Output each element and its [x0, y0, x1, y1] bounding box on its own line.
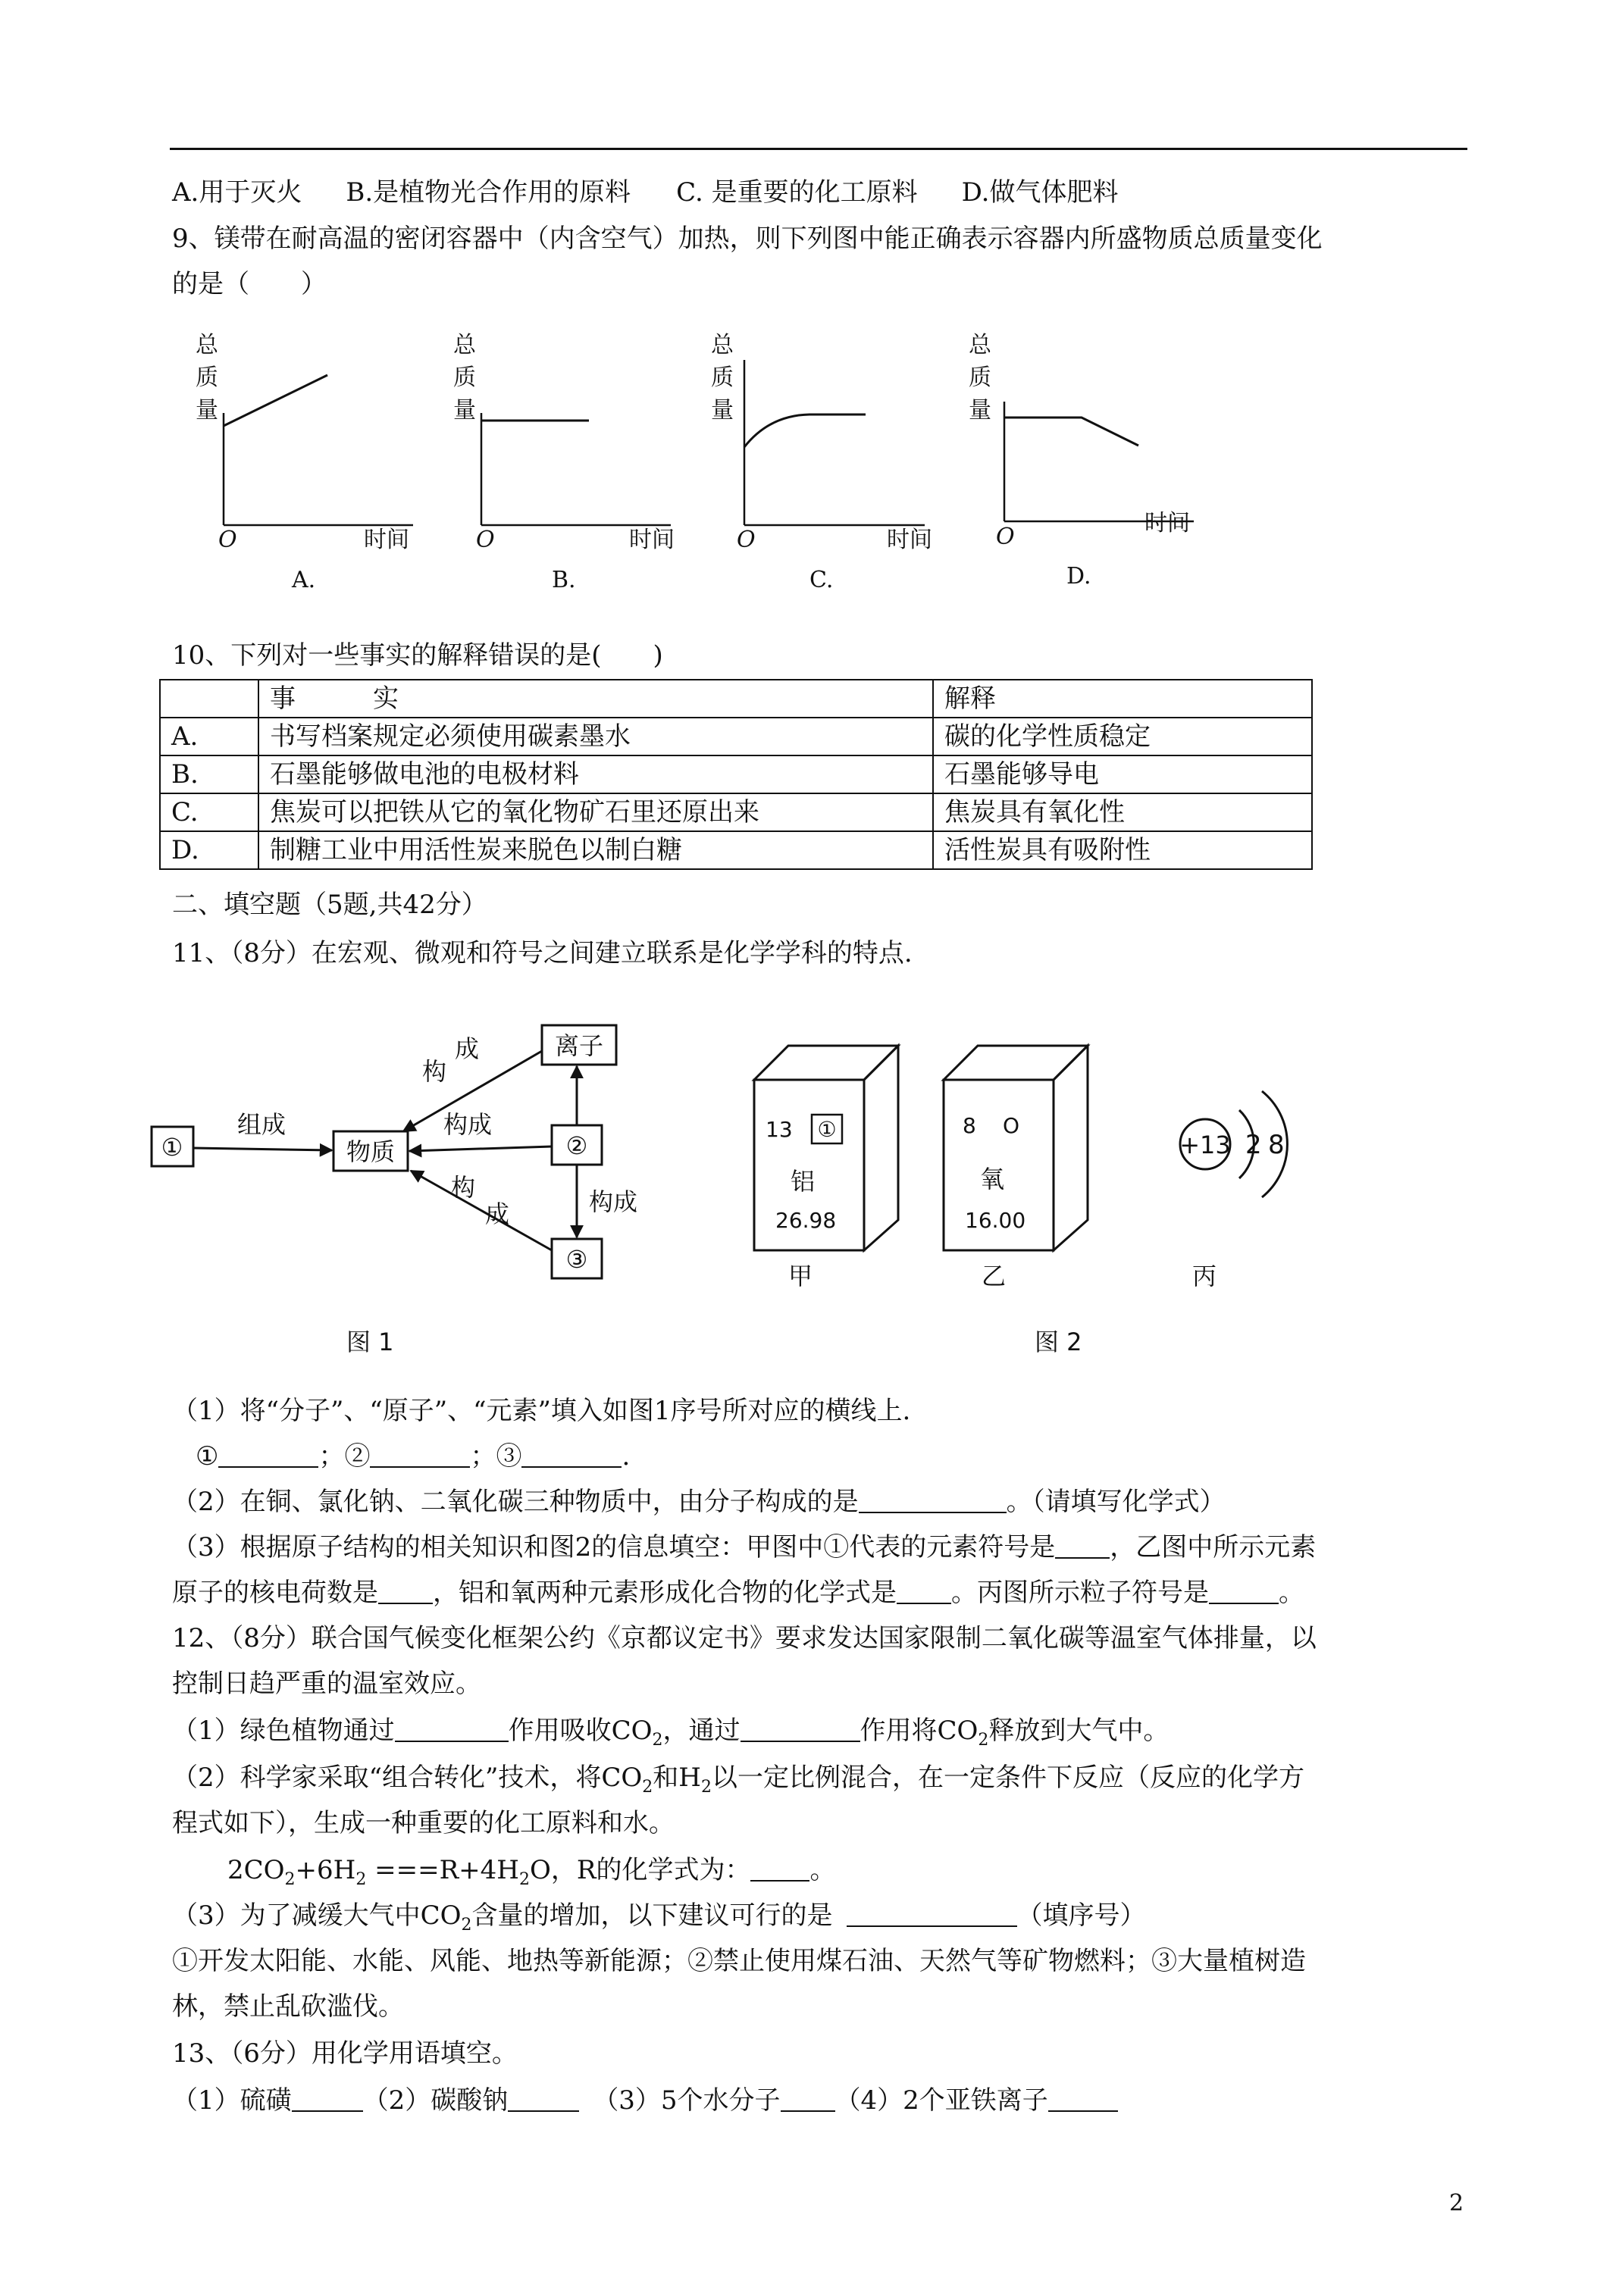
q11-p3-text: ，乙图中所示元素	[1110, 1532, 1317, 1562]
q13-part: （4）2个亚铁离子	[834, 2085, 1048, 2116]
q11-p1: （1）将“分子”、“原子”、“元素”填入如图1序号所对应的横线上.	[172, 1396, 911, 1426]
blank-prefix: ①	[196, 1441, 219, 1472]
q11-p2-text: （2）在铜、氯化钠、二氧化碳三种物质中，由分子构成的是	[172, 1487, 859, 1517]
q11-p3-line2	[172, 1576, 1304, 1609]
origin-label: O	[218, 527, 237, 553]
table-cell-fact: 焦炭可以把铁从它的氧化物矿石里还原出来	[258, 793, 933, 831]
y-label-char: 质	[711, 364, 734, 391]
q11-p3-text: 。丙图所示粒子符号是	[951, 1578, 1209, 1608]
cube-mass: 26.98	[775, 1208, 837, 1233]
subscript: 2	[461, 1915, 472, 1935]
fig2-atom-bing	[1179, 1091, 1287, 1290]
table-cell-option: A.	[160, 718, 258, 755]
q9-graph-a	[196, 332, 413, 593]
q12-p3	[172, 1899, 1146, 1942]
graph-caption: A.	[292, 567, 316, 593]
y-label-char: 质	[969, 364, 991, 391]
answer-blank[interactable]	[521, 1444, 622, 1468]
q12-equation	[227, 1853, 835, 1897]
subscript: 2	[700, 1777, 712, 1797]
answer-blank[interactable]	[741, 1718, 860, 1742]
y-label-char: 总	[711, 332, 734, 358]
subscript: 2	[652, 1730, 663, 1750]
equation-text: O，R的化学式为：	[529, 1855, 751, 1885]
table-cell-fact: 石墨能够做电池的电极材料	[258, 755, 933, 793]
q13-part: （1）硫磺	[172, 2085, 292, 2116]
table-row	[160, 718, 1312, 755]
x-axis-label: 时间	[1144, 510, 1190, 536]
fig1-label: 构	[451, 1173, 476, 1202]
q9-graph-d	[969, 332, 1194, 590]
answer-blank[interactable]	[370, 1444, 470, 1468]
q8-option-b: B.是植物光合作用的原料	[346, 177, 631, 208]
q12-text: （填序号）	[1016, 1900, 1146, 1931]
q8-options	[172, 176, 1118, 209]
blank-prefix: ；②	[318, 1441, 371, 1472]
answer-blank[interactable]	[847, 1903, 1017, 1927]
fig1-box-2: ②	[565, 1131, 588, 1160]
cube-number: 13	[766, 1117, 793, 1142]
fig2-cube-jia	[754, 1046, 898, 1290]
table-cell-fact: 制糖工业中用活性炭来脱色以制白糖	[258, 831, 933, 869]
fig1-box-1: ①	[161, 1133, 183, 1162]
fig2-cube-yi	[944, 1046, 1088, 1290]
q10-table	[159, 679, 1313, 870]
y-label-char: 总	[453, 332, 476, 358]
answer-blank[interactable]	[395, 1718, 509, 1742]
graph-caption: D.	[1066, 563, 1091, 590]
q8-option-d: D.做气体肥料	[961, 177, 1119, 208]
q12-p1	[172, 1714, 1169, 1757]
y-label-char: 总	[196, 332, 218, 358]
y-label-char: 质	[196, 364, 218, 391]
section-title: 二、填空题（5题,共42分）	[172, 890, 487, 920]
q12-text: （2）科学家采取“组合转化”技术，将CO	[172, 1763, 643, 1793]
q11-p2	[172, 1485, 1226, 1519]
table-cell-option: B.	[160, 755, 258, 793]
q11-p3-text: ，铝和氧两种元素形成化合物的化学式是	[433, 1578, 897, 1608]
fig1-label: 成	[485, 1200, 510, 1228]
q9-graph-b	[453, 332, 675, 593]
q12-stem-line1: 12、（8分）联合国气候变化框架公约《京都议定书》要求发达国家限制二氧化碳等温室气体排量，以	[172, 1623, 1317, 1653]
q12-text: 作用将CO	[860, 1716, 979, 1746]
fig1-box-substance: 物质	[346, 1137, 396, 1166]
fig1-box-3: ③	[565, 1245, 588, 1274]
origin-label: O	[996, 524, 1015, 550]
table-cell-explain: 石墨能够导电	[933, 755, 1312, 793]
table-header-row	[160, 680, 1312, 718]
y-label-char: 总	[969, 332, 991, 358]
cube-mass: 16.00	[965, 1208, 1026, 1233]
subscript: 2	[355, 1869, 367, 1889]
q12-p2-line2: 程式如下），生成一种重要的化工原料和水。	[172, 1808, 675, 1838]
answer-blank[interactable]	[859, 1489, 1007, 1513]
fig1-label-compose: 组成	[237, 1110, 287, 1139]
q9-graphs	[167, 326, 1243, 606]
q9-stem-line2: 的是（ ）	[172, 269, 327, 299]
cube-symbol: ①	[817, 1117, 837, 1142]
answer-blank[interactable]	[508, 2088, 579, 2112]
q12-options-line2: 林，禁止乱砍滥伐。	[172, 1991, 404, 2022]
atom-shell-1: 2	[1245, 1130, 1262, 1160]
q11-figures	[148, 1019, 1342, 1360]
equation-text: 。	[809, 1855, 836, 1885]
answer-blank[interactable]	[1048, 2088, 1118, 2112]
equation-text: +6H	[295, 1855, 356, 1885]
y-label-char: 质	[453, 364, 476, 391]
q12-options-line1: ①开发太阳能、水能、风能、地热等新能源；②禁止使用煤石油、天然气等矿物燃料；③大量植树造	[172, 1946, 1306, 1976]
blank-prefix: ；③	[470, 1441, 522, 1472]
answer-blank[interactable]	[1055, 1534, 1110, 1559]
origin-label: O	[737, 527, 756, 553]
q12-p2-line1	[172, 1761, 1304, 1804]
equation-text: 2CO	[227, 1855, 285, 1885]
q11-stem: 11、（8分）在宏观、微观和符号之间建立联系是化学学科的特点.	[172, 938, 913, 968]
cube-label: 乙	[982, 1262, 1007, 1290]
table-cell	[160, 680, 258, 718]
q13-parts	[172, 2084, 1118, 2117]
equation-text: ===R+4H	[366, 1855, 519, 1885]
q9-graph-c	[711, 332, 932, 593]
q8-option-c: C. 是重要的化工原料	[676, 177, 918, 208]
answer-blank[interactable]	[378, 1580, 433, 1604]
table-row	[160, 793, 1312, 831]
q12-text: ，通过	[662, 1716, 741, 1746]
q9-stem-line1: 9、镁带在耐高温的密闭容器中（内含空气）加热，则下列图中能正确表示容器内所盛物质总质量变化	[172, 224, 1323, 254]
answer-blank[interactable]	[1209, 1580, 1279, 1604]
atom-shell-2: 8	[1268, 1130, 1285, 1160]
x-axis-label: 时间	[364, 527, 409, 553]
q11-p2-text: 。（请填写化学式）	[1006, 1487, 1226, 1517]
figure-1	[152, 1025, 637, 1356]
q12-text: 释放到大气中。	[988, 1716, 1170, 1746]
fig2-caption: 图 2	[1035, 1328, 1082, 1356]
table-cell-explain: 活性炭具有吸附性	[933, 831, 1312, 869]
q8-option-a: A.用于灭火	[172, 177, 302, 208]
fig1-label: 成	[455, 1034, 480, 1063]
y-label-char: 量	[711, 397, 734, 424]
q11-p1-blanks	[196, 1440, 630, 1473]
q11-p3-text: 原子的核电荷数是	[172, 1578, 378, 1608]
table-cell-explain: 碳的化学性质稳定	[933, 718, 1312, 755]
answer-blank[interactable]	[292, 2088, 363, 2112]
q12-stem-line2: 控制日趋严重的温室效应。	[172, 1669, 481, 1699]
table-cell-explain: 焦炭具有氧化性	[933, 793, 1312, 831]
origin-label: O	[476, 527, 495, 553]
q12-text: 以一定比例混合，在一定条件下反应（反应的化学方	[711, 1763, 1304, 1793]
q13-part: （3）5个水分子	[593, 2085, 781, 2116]
table-cell-fact: 书写档案规定必须使用碳素墨水	[258, 718, 933, 755]
y-label-char: 量	[196, 397, 218, 424]
table-row	[160, 755, 1312, 793]
subscript: 2	[978, 1730, 989, 1750]
cube-number: 8	[963, 1113, 976, 1138]
subscript: 2	[284, 1869, 296, 1889]
answer-blank[interactable]	[781, 2088, 835, 2112]
graph-caption: C.	[809, 567, 834, 593]
cube-symbol: O	[1003, 1113, 1020, 1138]
subscript: 2	[518, 1869, 530, 1889]
cube-name: 铝	[791, 1167, 816, 1196]
q11-p3-text: 。	[1279, 1578, 1304, 1608]
cube-label: 甲	[788, 1262, 813, 1290]
q12-text: （3）为了减缓大气中CO	[172, 1900, 462, 1931]
answer-blank[interactable]	[750, 1857, 809, 1882]
table-row	[160, 831, 1312, 869]
answer-blank[interactable]	[218, 1444, 318, 1468]
table-header-explain: 解释	[933, 680, 1312, 718]
y-label-char: 量	[969, 397, 991, 424]
table-header-fact: 事 实	[258, 680, 933, 718]
graph-caption: B.	[552, 567, 576, 593]
y-label-char: 量	[453, 397, 476, 424]
table-cell-option: C.	[160, 793, 258, 831]
table-cell-option: D.	[160, 831, 258, 869]
answer-blank[interactable]	[897, 1580, 951, 1604]
q12-text: 作用吸收CO	[508, 1716, 653, 1746]
q12-text: 含量的增加，以下建议可行的是	[471, 1900, 833, 1931]
q12-text: 和H	[653, 1763, 701, 1793]
q11-p3-line1	[172, 1531, 1316, 1564]
fig1-box-ion: 离子	[554, 1031, 604, 1060]
x-axis-label: 时间	[629, 527, 675, 553]
atom-nucleus: +13	[1179, 1131, 1231, 1159]
q13-stem: 13、（6分）用化学用语填空。	[172, 2038, 518, 2069]
subscript: 2	[642, 1777, 653, 1797]
blank-suffix: .	[622, 1441, 631, 1472]
atom-label: 丙	[1192, 1262, 1217, 1290]
header-rule	[170, 148, 1467, 150]
fig1-caption: 图 1	[346, 1328, 394, 1356]
cube-name: 氧	[980, 1165, 1005, 1193]
fig1-label: 构	[422, 1057, 447, 1086]
q11-p3-text: （3）根据原子结构的相关知识和图2的信息填空：甲图中①代表的元素符号是	[172, 1532, 1056, 1562]
q13-part: （2）碳酸钠	[362, 2085, 509, 2116]
q12-text: （1）绿色植物通过	[172, 1716, 395, 1746]
page-number: 2	[1449, 2190, 1464, 2216]
q10-stem: 10、下列对一些事实的解释错误的是( )	[172, 640, 663, 671]
fig1-label-mid: 构成	[443, 1110, 493, 1139]
x-axis-label: 时间	[887, 527, 932, 553]
fig1-label-down: 构成	[589, 1187, 638, 1216]
